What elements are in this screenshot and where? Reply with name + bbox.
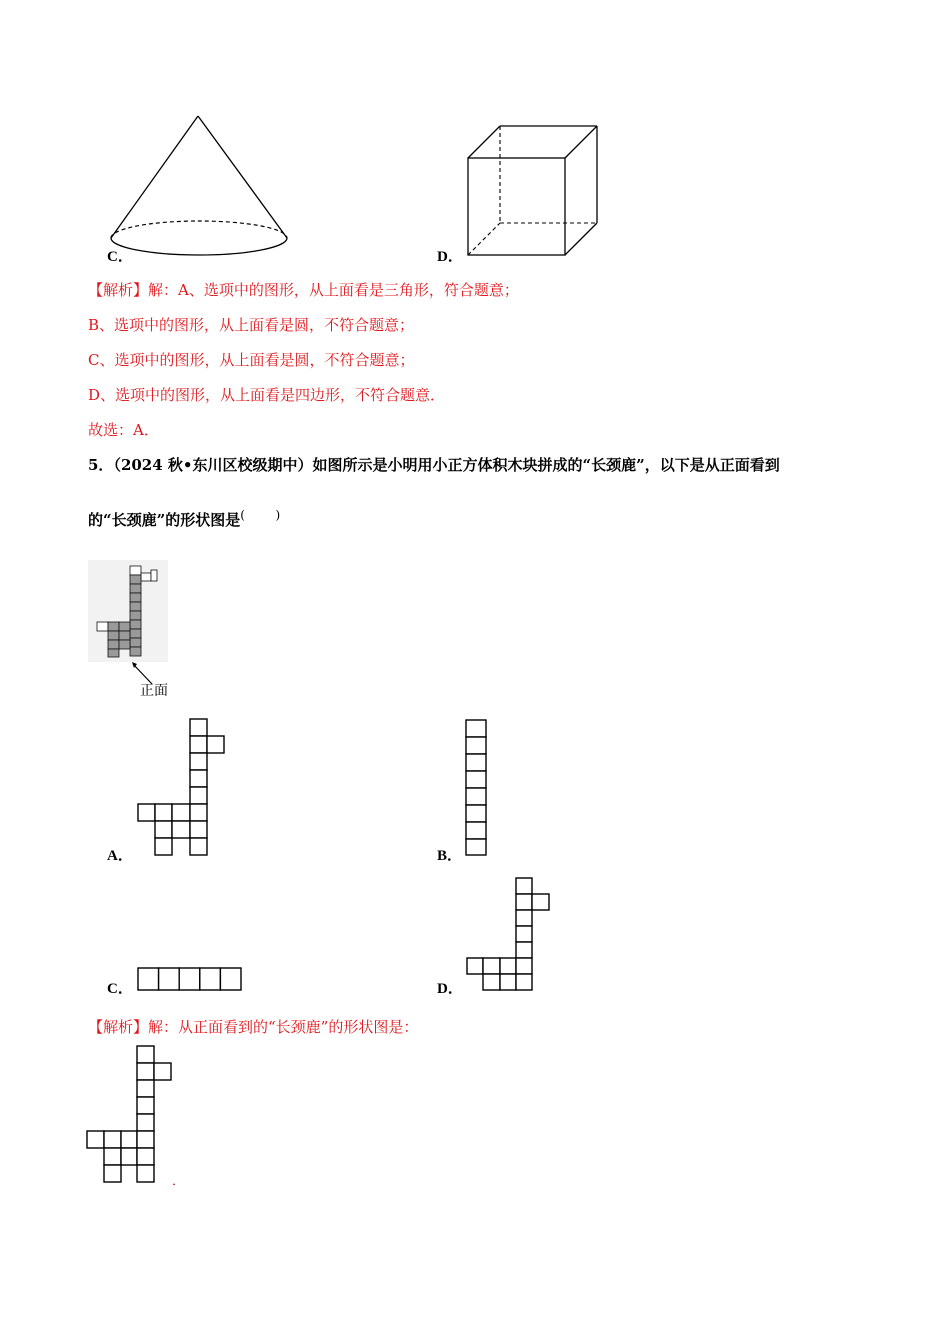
analysis-line-2: B、选项中的图形，从上面看是圆，不符合题意； [88,316,415,334]
analysis-answer: 故选：A． [88,421,159,439]
question-5-line-2 [88,508,280,530]
option-a-label: A． [107,848,133,864]
cube-figure [460,120,610,265]
option-c-figure [135,965,245,995]
question-stem: （2024 秋•东川区校级期中）如图所示是小明用小正方体积木块拼成的“长颈鹿”，以下是从正面看到 [113,456,780,474]
answer-blank: ( ) [240,508,281,522]
analysis-text: 解：A、选项中的图形，从上面看是三角形，符合题意； [148,281,519,299]
option-c2-label: C． [107,981,133,997]
option-d-label: D． [437,249,463,265]
analysis-5-tail: ． [172,1174,186,1189]
analysis-line-1 [88,279,519,300]
option-c-label: C． [107,249,133,265]
option-b-label: B． [437,848,463,864]
analysis-line-4: D、选项中的图形，从上面看是四边形，不符合题意． [88,386,446,404]
option-a-figure [135,717,230,862]
option-d-figure [463,875,558,1000]
giraffe-blocks-figure [88,560,168,662]
question-stem-2: 的“长颈鹿”的形状图是 [88,511,241,529]
question-5-line-1 [88,454,780,475]
answer-figure [84,1043,179,1188]
front-view-caption: 正面 [140,683,168,699]
analysis-5-line [88,1016,418,1037]
analysis-5-text: 解：从正面看到的“长颈鹿”的形状图是： [148,1018,419,1036]
analysis-line-3: C、选项中的图形，从上面看是圆，不符合题意； [88,351,415,369]
cone-figure [100,110,300,260]
analysis-5-tag: 【解析】 [88,1018,149,1036]
analysis-tag: 【解析】 [88,281,149,299]
option-b-figure [462,717,492,862]
question-number: 5． [88,456,114,474]
option-d2-label: D． [437,981,463,997]
